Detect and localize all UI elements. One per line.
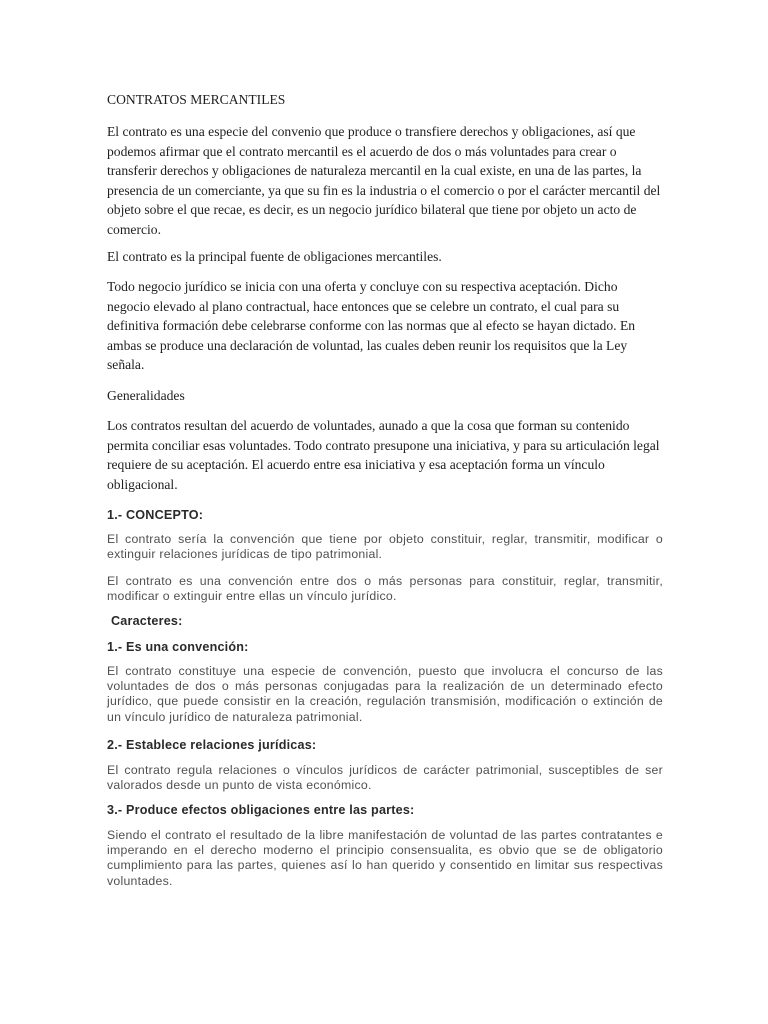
intro-paragraph: Todo negocio jurídico se inicia con una oferta y concluye con su respectiva aceptación. Dicho negocio elevado al plano contractual, hace entonces que se celebre un contrato, el cual para su definitiva formación debe celebrarse conforme con las normas que al efecto se hayan dictado. En ambas se produce una declaración de voluntad, las cuales deben reunir los requisitos que la Ley señala. <box>107 279 636 372</box>
caracteres-heading: Caracteres: <box>111 614 183 628</box>
generalidades-paragraph: Los contratos resultan del acuerdo de voluntades, aunado a que la cosa que forman su contenido permita conciliar esas voluntades. Todo contrato presupone una iniciativa, y para su articulación legal requiere de su aceptación. El acuerdo entre esa iniciativa y esa aceptación forma un vínculo obligacional. <box>107 418 660 492</box>
document-title: CONTRATOS MERCANTILES <box>107 92 286 107</box>
generalidades-heading: Generalidades <box>107 388 185 403</box>
caracter-2-heading: 2.- Establece relaciones jurídicas: <box>107 738 317 752</box>
caracter-1-heading: 1.- Es una convención: <box>107 640 249 654</box>
caracter-3-heading: 3.- Produce efectos obligaciones entre las partes: <box>107 803 415 817</box>
intro-paragraph: El contrato es la principal fuente de obligaciones mercantiles. <box>107 249 442 264</box>
caracter-2-paragraph: El contrato regula relaciones o vínculos jurídicos de carácter patrimonial, susceptibles de ser valorados desde un punto de vista económico. <box>107 763 663 793</box>
concepto-paragraph: El contrato sería la convención que tiene por objeto constituir, reglar, transmitir, modificar o extinguir relaciones jurídicas de tipo patrimonial. <box>107 532 663 562</box>
intro-paragraph: El contrato es una especie del convenio que produce o transfiere derechos y obligaciones, así que podemos afirmar que el contrato mercantil es el acuerdo de dos o más voluntades para crear o transferir derechos y obligaciones de naturaleza mercantil en la cual existe, en una de las partes, la presencia de un comerciante, ya que su fin es la industria o el comercio o por el carácter mercantil del objeto sobre el que recae, es decir, es un negocio jurídico bilateral que tiene por objeto un acto de comercio. <box>107 124 661 237</box>
caracter-1-paragraph: El contrato constituye una especie de convención, puesto que involucra el concurso de las voluntades de dos o más personas conjugadas para la realización de un determinado efecto jurídico, que puede consistir en la creación, regulación transmisión, modificación o extinción de un vínculo jurídico de naturaleza patrimonial. <box>107 664 663 724</box>
concepto-heading: 1.- CONCEPTO: <box>107 508 204 522</box>
caracter-3-paragraph: Siendo el contrato el resultado de la libre manifestación de voluntad de las partes contratantes e imperando en el derecho moderno el principio consensualita, es obvio que se de obligatorio cumplimiento para las partes, quienes así lo han querido y consentido en limitar sus respectivas voluntades. <box>107 828 663 888</box>
concepto-paragraph: El contrato es una convención entre dos o más personas para constituir, reglar, transmitir, modificar o extinguir entre ellas un vínculo jurídico. <box>107 574 663 604</box>
